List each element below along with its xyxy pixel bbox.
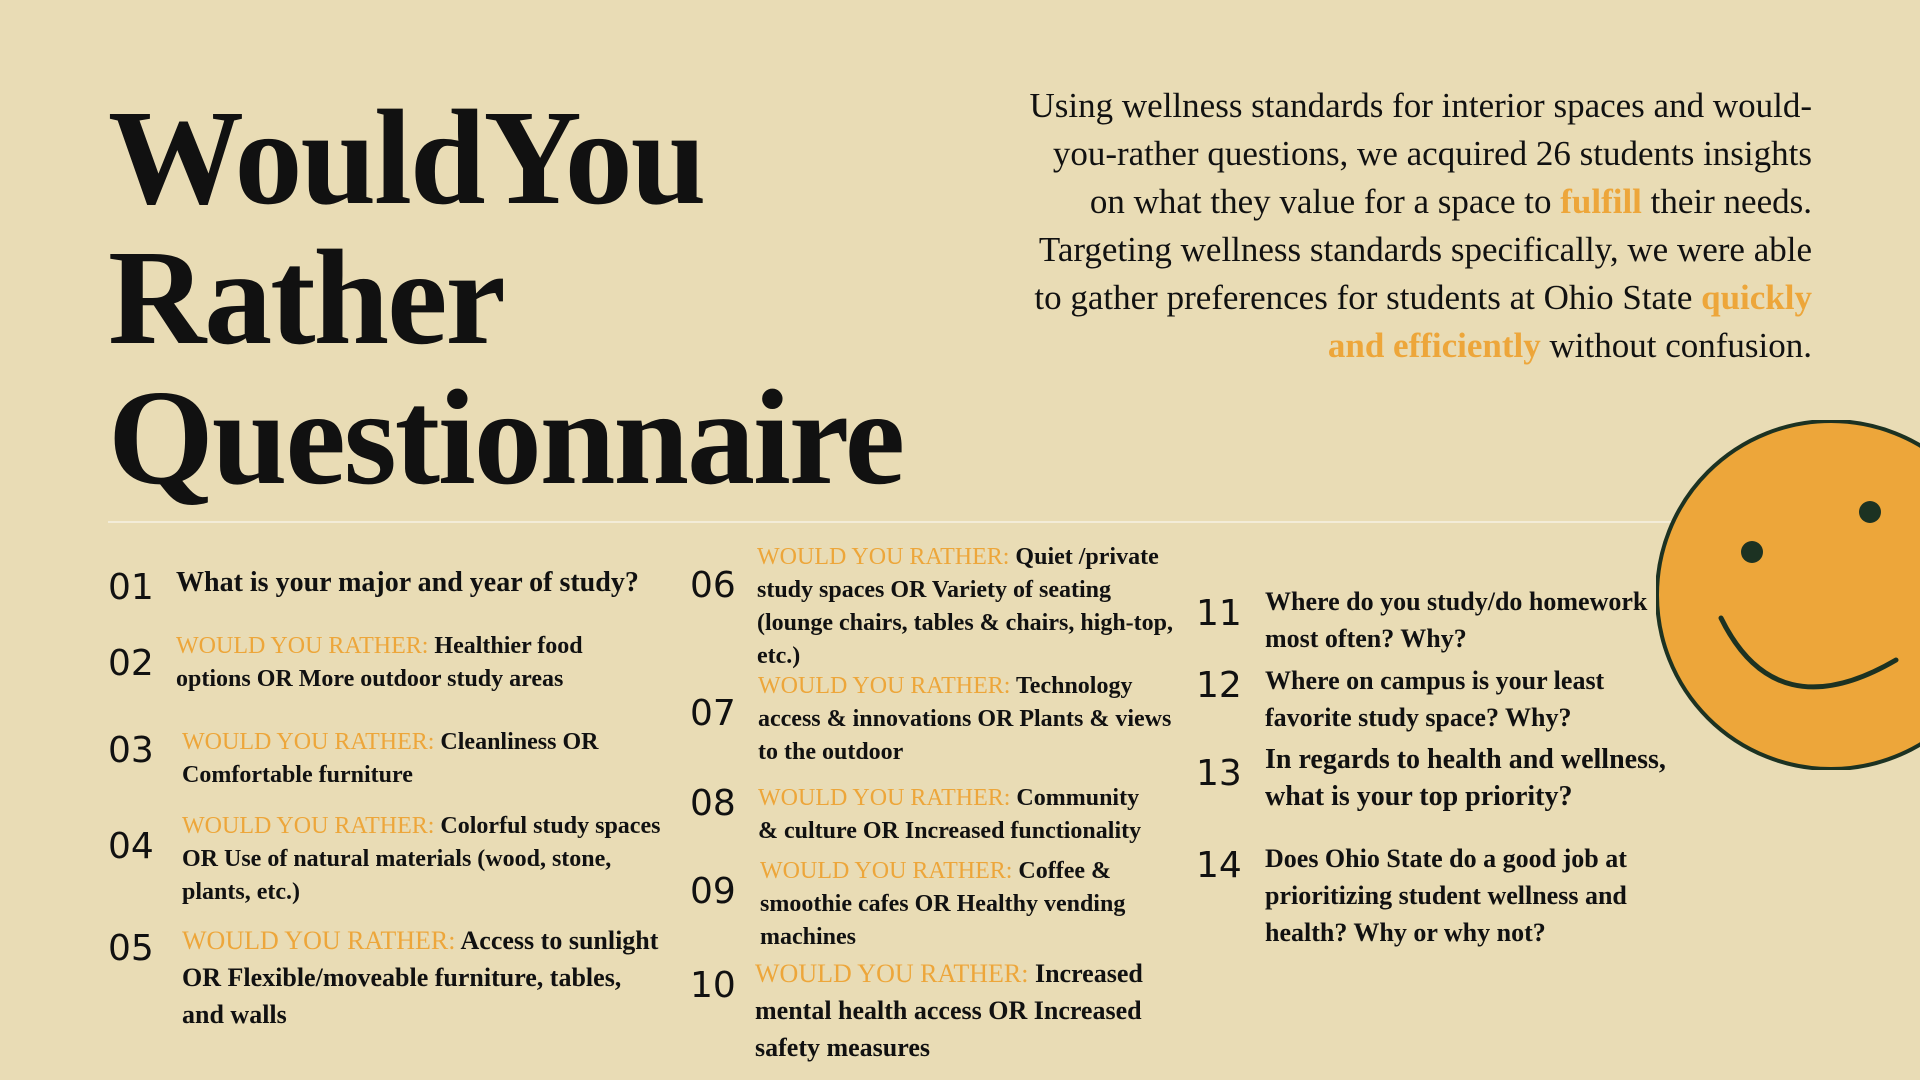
question-body: Healthier food options OR More outdoor study areas (176, 633, 583, 692)
question-body: Coffee & smoothie cafes OR Healthy vending machines (760, 858, 1126, 950)
question-text (760, 855, 1150, 954)
smiley-left-eye (1741, 541, 1763, 563)
question-body: Increased mental health access OR Increased safety measures (755, 959, 1143, 1062)
question-body: Colorful study spaces OR Use of natural materials (wood, stone, plants, etc.) (182, 813, 661, 905)
question-number: 12 (1196, 665, 1242, 706)
question-text (758, 782, 1158, 848)
question-text (1265, 741, 1695, 815)
wyr-label: WOULD YOU RATHER: (182, 729, 435, 755)
question-number: 04 (108, 826, 154, 867)
title-line-3: Questionnaire (108, 363, 904, 513)
question-body: Where do you study/do homework most often? Why? (1265, 587, 1648, 653)
question-number: 07 (690, 693, 736, 734)
intro-accent-quickly: quickly and efficiently (1327, 278, 1812, 365)
question-body: Where on campus is your least favorite study space? Why? (1265, 666, 1605, 732)
question-number: 08 (690, 783, 736, 824)
question-text (1265, 583, 1665, 657)
title-line-2: Rather (108, 223, 504, 373)
question-body: What is your major and year of study? (176, 567, 639, 598)
question-number: 09 (690, 871, 736, 912)
intro-accent-fulfill: fulfill (1560, 182, 1642, 221)
question-body: Quiet /private study spaces OR Variety of seating (lounge chairs, tables & chairs, high-top, etc.) (757, 544, 1174, 669)
wyr-label: WOULD YOU RATHER: (176, 633, 429, 659)
smiley-face-icon (1656, 420, 1920, 770)
question-text (182, 810, 662, 909)
divider (108, 521, 1768, 523)
question-text (176, 630, 656, 696)
wyr-label: WOULD YOU RATHER: (182, 926, 456, 955)
question-number: 05 (108, 928, 154, 969)
title-line-1: WouldYou (108, 83, 705, 233)
wyr-label: WOULD YOU RATHER: (182, 813, 435, 839)
question-number: 03 (108, 730, 154, 771)
smiley-right-eye (1859, 501, 1881, 523)
wyr-label: WOULD YOU RATHER: (755, 959, 1029, 988)
smiley-face-circle (1657, 421, 1920, 769)
intro-text-1: Using wellness standards for interior spaces and would-you-rather questions, we acquired 26 students insights on what they value for a space to (1029, 86, 1812, 221)
wyr-label: WOULD YOU RATHER: (758, 785, 1011, 811)
question-text (182, 922, 662, 1033)
wyr-label: WOULD YOU RATHER: (758, 673, 1011, 699)
question-text (757, 541, 1182, 673)
question-text (1265, 840, 1665, 951)
intro-text-2: their needs. Targeting wellness standards specifically, we were able to gather preferences for students at Ohio State (1034, 182, 1812, 317)
question-text (755, 955, 1165, 1066)
question-number: 06 (690, 565, 736, 606)
question-body: In regards to health and wellness, what is your top priority? (1265, 744, 1666, 812)
question-number: 10 (690, 965, 736, 1006)
question-body: Access to sunlight OR Flexible/moveable furniture, tables, and walls (182, 926, 659, 1029)
page-title (108, 83, 904, 513)
question-body: Cleanliness OR Comfortable furniture (182, 729, 599, 788)
question-number: 01 (108, 567, 154, 608)
question-body: Technology access & innovations OR Plants & views to the outdoor (758, 673, 1172, 765)
intro-text-3: without confusion. (1540, 326, 1812, 365)
intro-paragraph (1012, 82, 1812, 370)
question-text (1265, 662, 1665, 736)
question-body: Community & culture OR Increased functionality (758, 785, 1142, 844)
question-number: 11 (1196, 593, 1242, 634)
wyr-label: WOULD YOU RATHER: (757, 544, 1010, 570)
question-body: Does Ohio State do a good job at prioritizing student wellness and health? Why or why not? (1265, 844, 1627, 947)
question-number: 02 (108, 643, 154, 684)
question-text (758, 670, 1178, 769)
question-text (176, 564, 696, 601)
question-text (182, 726, 622, 792)
wyr-label: WOULD YOU RATHER: (760, 858, 1013, 884)
question-number: 13 (1196, 753, 1242, 794)
question-number: 14 (1196, 845, 1242, 886)
